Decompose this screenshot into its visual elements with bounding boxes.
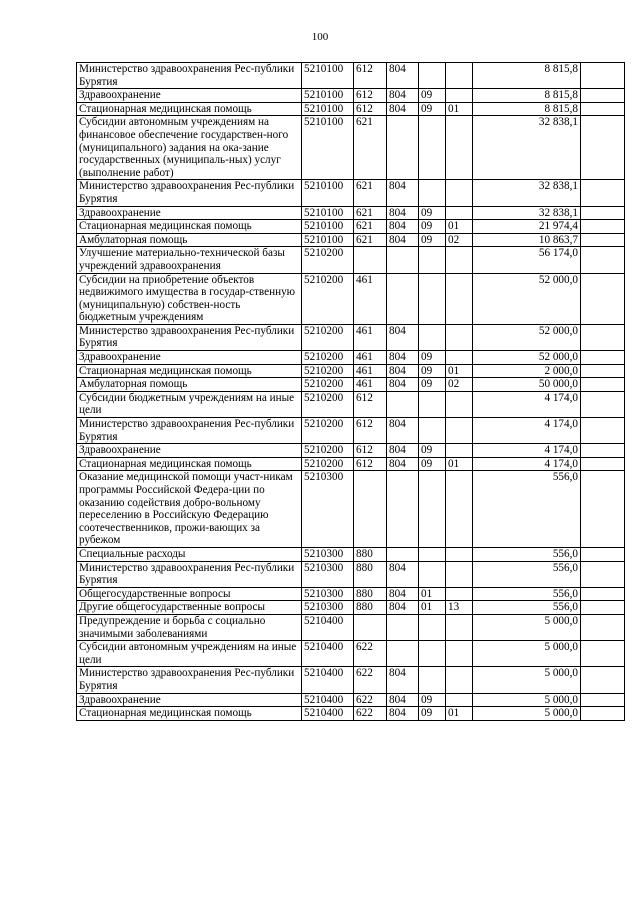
subsection-cell [446, 418, 473, 444]
section-cell: 09 [419, 102, 446, 116]
subsection-cell [446, 693, 473, 707]
row-name-cell: Здравоохранение [77, 351, 302, 365]
table-row [77, 324, 625, 350]
subsection-cell [446, 391, 473, 417]
budget-table-body [77, 63, 625, 721]
empty-cell [581, 378, 625, 392]
ministry-code-cell: 804 [387, 444, 419, 458]
ministry-code-cell [387, 641, 419, 667]
subsection-cell [446, 247, 473, 273]
ministry-code-cell [387, 391, 419, 417]
row-name-cell: Здравоохранение [77, 693, 302, 707]
empty-cell [581, 180, 625, 206]
target-article-cell: 5210300 [302, 471, 354, 548]
subsection-cell [446, 180, 473, 206]
empty-cell [581, 444, 625, 458]
empty-cell [581, 457, 625, 471]
table-row [77, 471, 625, 548]
section-cell [419, 561, 446, 587]
ministry-code-cell: 804 [387, 707, 419, 721]
table-row [77, 707, 625, 721]
budget-table [76, 62, 625, 721]
table-row [77, 116, 625, 180]
subsection-cell [446, 273, 473, 324]
target-article-cell: 5210100 [302, 180, 354, 206]
amount-cell: 5 000,0 [473, 667, 581, 693]
subsection-cell [446, 324, 473, 350]
ministry-code-cell: 804 [387, 693, 419, 707]
ministry-code-cell: 804 [387, 63, 419, 89]
target-article-cell: 5210400 [302, 641, 354, 667]
subsection-cell [446, 63, 473, 89]
table-row [77, 547, 625, 561]
amount-cell: 50 000,0 [473, 378, 581, 392]
section-cell [419, 471, 446, 548]
subsection-cell [446, 206, 473, 220]
section-cell: 09 [419, 444, 446, 458]
expense-type-cell: 612 [354, 63, 387, 89]
table-row [77, 378, 625, 392]
empty-cell [581, 561, 625, 587]
row-name-cell: Общегосударственные вопросы [77, 587, 302, 601]
section-cell: 09 [419, 457, 446, 471]
row-name-cell: Министерство здравоохранения Рес-публики Бурятия [77, 180, 302, 206]
ministry-code-cell: 804 [387, 206, 419, 220]
target-article-cell: 5210100 [302, 89, 354, 103]
ministry-code-cell: 804 [387, 601, 419, 615]
expense-type-cell [354, 471, 387, 548]
empty-cell [581, 418, 625, 444]
table-row [77, 102, 625, 116]
ministry-code-cell: 804 [387, 418, 419, 444]
page-number: 100 [311, 31, 329, 43]
empty-cell [581, 693, 625, 707]
row-name-cell: Стационарная медицинская помощь [77, 707, 302, 721]
section-cell: 09 [419, 89, 446, 103]
empty-cell [581, 116, 625, 180]
empty-cell [581, 641, 625, 667]
expense-type-cell: 461 [354, 324, 387, 350]
ministry-code-cell: 804 [387, 378, 419, 392]
amount-cell: 56 174,0 [473, 247, 581, 273]
empty-cell [581, 601, 625, 615]
ministry-code-cell: 804 [387, 351, 419, 365]
table-row [77, 273, 625, 324]
table-row [77, 457, 625, 471]
target-article-cell: 5210200 [302, 324, 354, 350]
section-cell: 09 [419, 707, 446, 721]
target-article-cell: 5210100 [302, 102, 354, 116]
ministry-code-cell: 804 [387, 324, 419, 350]
subsection-cell [446, 444, 473, 458]
subsection-cell: 02 [446, 233, 473, 247]
subsection-cell: 01 [446, 707, 473, 721]
expense-type-cell: 461 [354, 351, 387, 365]
row-name-cell: Субсидии автономным учреждениям на финансовое обеспечение государствен-ного (муниципального) задания на ока-зание государственных (муниципаль-ных) услуг (выполнение работ) [77, 116, 302, 180]
subsection-cell [446, 547, 473, 561]
expense-type-cell: 622 [354, 667, 387, 693]
row-name-cell: Оказание медицинской помощи участ-никам программы Российской Федера-ции по оказанию содействия добро-вольному переселению в Российскую Федерацию соотечественников, прожи-вающих за рубежом [77, 471, 302, 548]
expense-type-cell: 622 [354, 693, 387, 707]
empty-cell [581, 364, 625, 378]
amount-cell: 10 863,7 [473, 233, 581, 247]
row-name-cell: Здравоохранение [77, 444, 302, 458]
ministry-code-cell [387, 273, 419, 324]
subsection-cell: 01 [446, 220, 473, 234]
empty-cell [581, 220, 625, 234]
target-article-cell: 5210400 [302, 614, 354, 640]
target-article-cell: 5210300 [302, 547, 354, 561]
empty-cell [581, 587, 625, 601]
target-article-cell: 5210100 [302, 233, 354, 247]
target-article-cell: 5210200 [302, 457, 354, 471]
expense-type-cell: 621 [354, 206, 387, 220]
ministry-code-cell [387, 614, 419, 640]
empty-cell [581, 89, 625, 103]
row-name-cell: Амбулаторная помощь [77, 378, 302, 392]
section-cell: 09 [419, 233, 446, 247]
amount-cell: 21 974,4 [473, 220, 581, 234]
expense-type-cell: 621 [354, 116, 387, 180]
target-article-cell: 5210400 [302, 693, 354, 707]
row-name-cell: Министерство здравоохранения Рес-публики Бурятия [77, 418, 302, 444]
row-name-cell: Стационарная медицинская помощь [77, 457, 302, 471]
row-name-cell: Субсидии на приобретение объектов недвижимого имущества в государ-ственную (муниципальную) собствен-ность бюджетным учреждениям [77, 273, 302, 324]
amount-cell: 556,0 [473, 601, 581, 615]
row-name-cell: Другие общегосударственные вопросы [77, 601, 302, 615]
amount-cell: 32 838,1 [473, 180, 581, 206]
table-row [77, 601, 625, 615]
section-cell [419, 641, 446, 667]
section-cell: 09 [419, 378, 446, 392]
empty-cell [581, 233, 625, 247]
amount-cell: 556,0 [473, 471, 581, 548]
amount-cell: 4 174,0 [473, 391, 581, 417]
section-cell [419, 63, 446, 89]
section-cell [419, 418, 446, 444]
subsection-cell [446, 89, 473, 103]
expense-type-cell: 612 [354, 89, 387, 103]
amount-cell: 5 000,0 [473, 641, 581, 667]
section-cell: 09 [419, 693, 446, 707]
target-article-cell: 5210200 [302, 391, 354, 417]
expense-type-cell [354, 247, 387, 273]
target-article-cell: 5210100 [302, 63, 354, 89]
table-row [77, 693, 625, 707]
amount-cell: 2 000,0 [473, 364, 581, 378]
expense-type-cell: 612 [354, 391, 387, 417]
ministry-code-cell: 804 [387, 364, 419, 378]
target-article-cell: 5210400 [302, 707, 354, 721]
row-name-cell: Министерство здравоохранения Рес-публики Бурятия [77, 561, 302, 587]
ministry-code-cell: 804 [387, 220, 419, 234]
expense-type-cell: 621 [354, 180, 387, 206]
target-article-cell: 5210200 [302, 364, 354, 378]
empty-cell [581, 102, 625, 116]
amount-cell: 556,0 [473, 561, 581, 587]
empty-cell [581, 247, 625, 273]
subsection-cell [446, 587, 473, 601]
empty-cell [581, 351, 625, 365]
empty-cell [581, 614, 625, 640]
table-row [77, 587, 625, 601]
ministry-code-cell: 804 [387, 233, 419, 247]
row-name-cell: Амбулаторная помощь [77, 233, 302, 247]
amount-cell: 32 838,1 [473, 206, 581, 220]
row-name-cell: Субсидии автономным учреждениям на иные цели [77, 641, 302, 667]
row-name-cell: Стационарная медицинская помощь [77, 102, 302, 116]
section-cell [419, 273, 446, 324]
section-cell [419, 116, 446, 180]
target-article-cell: 5210100 [302, 206, 354, 220]
subsection-cell [446, 116, 473, 180]
amount-cell: 8 815,8 [473, 102, 581, 116]
subsection-cell [446, 351, 473, 365]
row-name-cell: Стационарная медицинская помощь [77, 220, 302, 234]
row-name-cell: Предупреждение и борьба с социально значимыми заболеваниями [77, 614, 302, 640]
target-article-cell: 5210100 [302, 116, 354, 180]
ministry-code-cell [387, 471, 419, 548]
amount-cell: 32 838,1 [473, 116, 581, 180]
target-article-cell: 5210200 [302, 351, 354, 365]
row-name-cell: Здравоохранение [77, 206, 302, 220]
table-row [77, 667, 625, 693]
subsection-cell: 01 [446, 457, 473, 471]
empty-cell [581, 324, 625, 350]
row-name-cell: Здравоохранение [77, 89, 302, 103]
amount-cell: 8 815,8 [473, 63, 581, 89]
amount-cell: 556,0 [473, 587, 581, 601]
section-cell [419, 247, 446, 273]
table-row [77, 418, 625, 444]
expense-type-cell: 612 [354, 102, 387, 116]
amount-cell: 5 000,0 [473, 707, 581, 721]
ministry-code-cell: 804 [387, 667, 419, 693]
table-row [77, 364, 625, 378]
target-article-cell: 5210300 [302, 587, 354, 601]
target-article-cell: 5210400 [302, 667, 354, 693]
row-name-cell: Субсидии бюджетным учреждениям на иные цели [77, 391, 302, 417]
section-cell: 01 [419, 601, 446, 615]
section-cell: 09 [419, 351, 446, 365]
table-row [77, 233, 625, 247]
subsection-cell: 01 [446, 102, 473, 116]
target-article-cell: 5210300 [302, 601, 354, 615]
table-row [77, 561, 625, 587]
subsection-cell: 02 [446, 378, 473, 392]
empty-cell [581, 391, 625, 417]
amount-cell: 52 000,0 [473, 273, 581, 324]
amount-cell: 5 000,0 [473, 614, 581, 640]
expense-type-cell: 622 [354, 641, 387, 667]
target-article-cell: 5210200 [302, 273, 354, 324]
section-cell [419, 547, 446, 561]
row-name-cell: Министерство здравоохранения Рес-публики Бурятия [77, 667, 302, 693]
section-cell [419, 180, 446, 206]
expense-type-cell: 612 [354, 444, 387, 458]
ministry-code-cell: 804 [387, 102, 419, 116]
target-article-cell: 5210200 [302, 418, 354, 444]
table-row [77, 351, 625, 365]
empty-cell [581, 471, 625, 548]
expense-type-cell [354, 614, 387, 640]
expense-type-cell: 621 [354, 220, 387, 234]
ministry-code-cell: 804 [387, 561, 419, 587]
amount-cell: 5 000,0 [473, 693, 581, 707]
ministry-code-cell [387, 116, 419, 180]
target-article-cell: 5210200 [302, 444, 354, 458]
expense-type-cell: 880 [354, 587, 387, 601]
empty-cell [581, 707, 625, 721]
target-article-cell: 5210100 [302, 220, 354, 234]
ministry-code-cell: 804 [387, 89, 419, 103]
expense-type-cell: 880 [354, 561, 387, 587]
expense-type-cell: 621 [354, 233, 387, 247]
row-name-cell: Стационарная медицинская помощь [77, 364, 302, 378]
section-cell [419, 324, 446, 350]
expense-type-cell: 612 [354, 457, 387, 471]
expense-type-cell: 880 [354, 601, 387, 615]
row-name-cell: Министерство здравоохранения Рес-публики Бурятия [77, 63, 302, 89]
amount-cell: 8 815,8 [473, 89, 581, 103]
amount-cell: 4 174,0 [473, 444, 581, 458]
expense-type-cell: 461 [354, 378, 387, 392]
target-article-cell: 5210300 [302, 561, 354, 587]
section-cell: 09 [419, 206, 446, 220]
row-name-cell: Министерство здравоохранения Рес-публики Бурятия [77, 324, 302, 350]
subsection-cell [446, 471, 473, 548]
empty-cell [581, 273, 625, 324]
section-cell: 09 [419, 220, 446, 234]
ministry-code-cell: 804 [387, 180, 419, 206]
expense-type-cell: 461 [354, 364, 387, 378]
subsection-cell [446, 641, 473, 667]
section-cell [419, 391, 446, 417]
table-row [77, 63, 625, 89]
table-row [77, 220, 625, 234]
amount-cell: 52 000,0 [473, 324, 581, 350]
subsection-cell: 13 [446, 601, 473, 615]
table-row [77, 391, 625, 417]
amount-cell: 4 174,0 [473, 418, 581, 444]
empty-cell [581, 667, 625, 693]
table-row [77, 247, 625, 273]
table-row [77, 89, 625, 103]
subsection-cell [446, 667, 473, 693]
expense-type-cell: 880 [354, 547, 387, 561]
amount-cell: 4 174,0 [473, 457, 581, 471]
target-article-cell: 5210200 [302, 378, 354, 392]
expense-type-cell: 612 [354, 418, 387, 444]
subsection-cell: 01 [446, 364, 473, 378]
row-name-cell: Специальные расходы [77, 547, 302, 561]
amount-cell: 556,0 [473, 547, 581, 561]
expense-type-cell: 461 [354, 273, 387, 324]
table-row [77, 206, 625, 220]
ministry-code-cell [387, 547, 419, 561]
section-cell [419, 614, 446, 640]
table-row [77, 641, 625, 667]
subsection-cell [446, 614, 473, 640]
row-name-cell: Улучшение материально-технической базы учреждений здравоохранения [77, 247, 302, 273]
empty-cell [581, 63, 625, 89]
target-article-cell: 5210200 [302, 247, 354, 273]
ministry-code-cell [387, 247, 419, 273]
ministry-code-cell: 804 [387, 457, 419, 471]
section-cell [419, 667, 446, 693]
amount-cell: 52 000,0 [473, 351, 581, 365]
table-row [77, 444, 625, 458]
table-row [77, 180, 625, 206]
ministry-code-cell: 804 [387, 587, 419, 601]
section-cell: 01 [419, 587, 446, 601]
section-cell: 09 [419, 364, 446, 378]
empty-cell [581, 547, 625, 561]
table-row [77, 614, 625, 640]
expense-type-cell: 622 [354, 707, 387, 721]
subsection-cell [446, 561, 473, 587]
empty-cell [581, 206, 625, 220]
